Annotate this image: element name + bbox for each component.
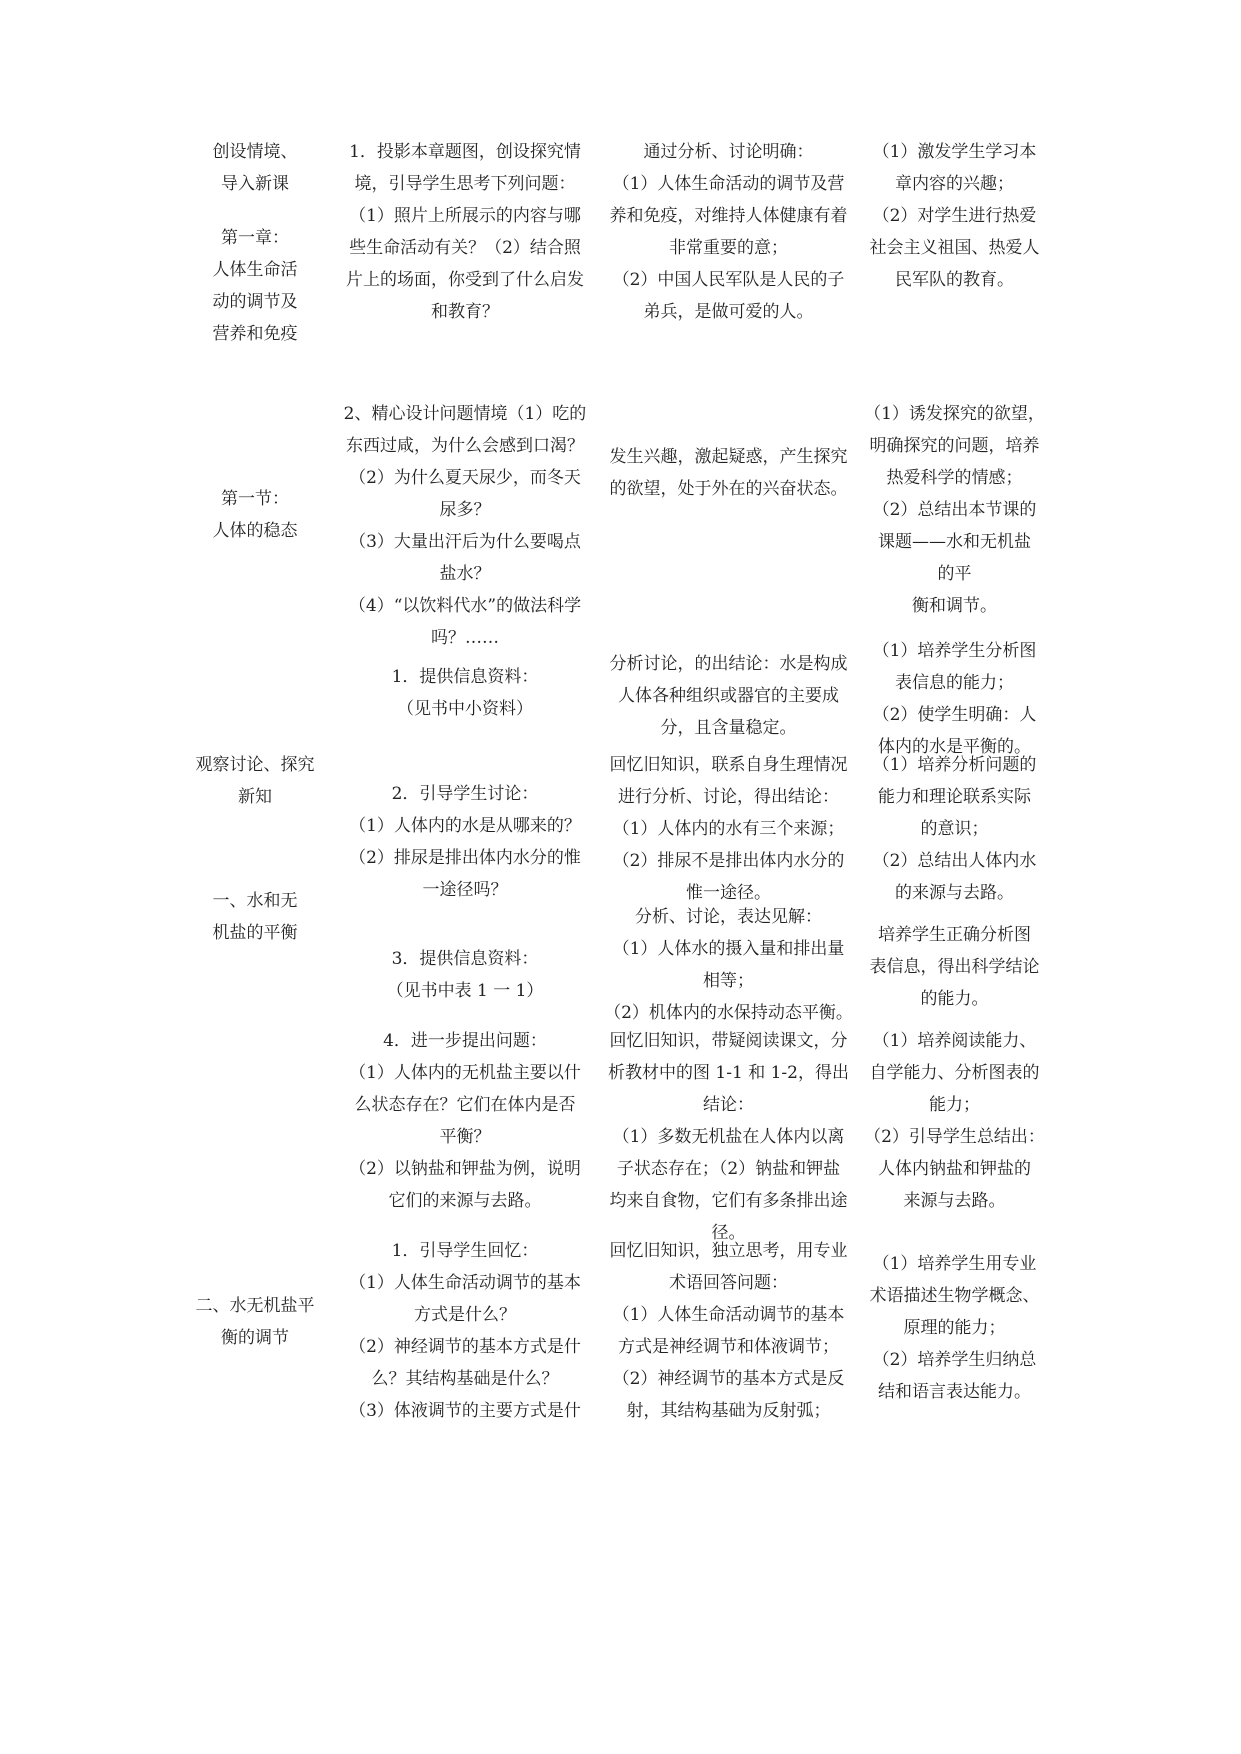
- text-line: （1）人体内的水有三个来源；: [612, 819, 845, 839]
- text-line: 观察讨论、探究: [195, 755, 315, 775]
- text-line: 方式是神经调节和体液调节；: [618, 1337, 839, 1357]
- text-line: 机盐的平衡: [212, 923, 298, 943]
- text-line: 和教育？: [431, 302, 499, 322]
- text-line: 人体生命活: [212, 260, 298, 280]
- text-line: 第一章：: [221, 228, 289, 248]
- text-line: （2）使学生明确：人: [872, 705, 1037, 725]
- text-line: 方式是什么？: [414, 1305, 516, 1325]
- col4-block-5: [857, 919, 1052, 1015]
- text-line: 尿多？: [439, 500, 491, 520]
- text-line: （1）人体生命活动调节的基本: [612, 1305, 845, 1325]
- text-line: 二、水无机盐平: [195, 1296, 315, 1316]
- text-line: 新知: [238, 787, 272, 807]
- text-line: 2、精心设计问题情境（1）吃的: [343, 404, 587, 424]
- col4-block-7: [857, 1248, 1052, 1408]
- text-line: 章内容的兴趣；: [895, 174, 1014, 194]
- text-line: （1）培养分析问题的: [872, 755, 1037, 775]
- text-line: 发生兴趣，激起疑惑，产生探究: [609, 447, 848, 467]
- col2-block-2: [335, 398, 595, 654]
- text-line: （2）以钠盐和钾盐为例，说明: [349, 1159, 581, 1179]
- text-line: （1）激发学生学习本: [872, 142, 1037, 162]
- col4-block-4: [857, 749, 1052, 909]
- text-line: （2）引导学生总结出：: [864, 1127, 1045, 1147]
- text-line: 民军队的教育。: [895, 270, 1014, 290]
- text-line: 回忆旧知识，独立思考，用专业: [609, 1241, 848, 1261]
- text-line: 通过分析、讨论明确：: [643, 142, 814, 162]
- text-line: 社会主义祖国、热爱人: [869, 238, 1040, 258]
- text-line: 一途径吗？: [422, 880, 508, 900]
- text-line: 衡和调节。: [912, 596, 997, 616]
- col2-block-6: [335, 1025, 595, 1217]
- text-line: （2）排尿是排出体内水分的惟: [349, 848, 581, 868]
- col3-block-7: [596, 1235, 861, 1427]
- col2-block-4: [335, 778, 595, 906]
- text-line: 能力和理论联系实际: [878, 787, 1031, 807]
- text-line: 的欲望，处于外在的兴奋状态。: [609, 479, 848, 499]
- col3-block-1: [596, 136, 861, 328]
- text-line: 术语描述生物学概念、: [869, 1286, 1040, 1306]
- text-line: 术语回答问题：: [669, 1273, 788, 1293]
- text-line: 弟兵，是做可爱的人。: [643, 302, 814, 322]
- text-line: 境，引导学生思考下列问题：: [354, 174, 576, 194]
- col1-block-3: [190, 483, 320, 547]
- text-line: 分析讨论，的出结论：水是构成: [609, 654, 848, 674]
- col1-block-4: [190, 749, 320, 813]
- text-line: （2）机体内的水保持动态平衡。: [604, 1003, 853, 1023]
- text-line: （1）多数无机盐在人体内以离: [612, 1127, 845, 1147]
- text-line: 吗？……: [431, 628, 499, 648]
- col3-block-2: [596, 441, 861, 505]
- text-line: （2）对学生进行热爱: [872, 206, 1037, 226]
- col2-block-7: [335, 1235, 595, 1427]
- text-line: （2）神经调节的基本方式是反: [612, 1369, 845, 1389]
- text-line: （2）总结出本节课的: [872, 500, 1037, 520]
- text-line: （2）中国人民军队是人民的子: [612, 270, 845, 290]
- text-line: 课题——水和无机盐: [878, 532, 1031, 552]
- text-line: （1）人体水的摄入量和排出量: [612, 939, 845, 959]
- text-line: 原理的能力；: [903, 1318, 1006, 1338]
- text-line: 来源与去路。: [903, 1191, 1006, 1211]
- text-line: 结论：: [703, 1095, 754, 1115]
- text-line: 片上的场面，你受到了什么启发: [346, 270, 584, 290]
- text-line: （2）神经调节的基本方式是什: [349, 1337, 581, 1357]
- text-line: 盐水？: [439, 564, 491, 584]
- text-line: 人体的稳态: [212, 521, 298, 541]
- text-line: 子状态存在；（2）钠盐和钾盐: [616, 1159, 841, 1179]
- text-line: 体内的水是平衡的。: [878, 737, 1031, 757]
- text-line: 回忆旧知识，带疑阅读课文，分: [609, 1031, 848, 1051]
- text-line: 营养和免疫: [212, 324, 298, 344]
- text-line: 能力；: [929, 1095, 980, 1115]
- text-line: 析教材中的图 1-1 和 1-2，得出: [608, 1063, 849, 1083]
- text-line: （1）人体内的无机盐主要以什: [349, 1063, 581, 1083]
- text-line: 进行分析、讨论，得出结论：: [618, 787, 839, 807]
- text-line: （1）人体内的水是从哪来的？: [349, 816, 581, 836]
- text-line: （1）培养阅读能力、: [872, 1031, 1037, 1051]
- text-line: 平衡？: [439, 1127, 491, 1147]
- col1-block-6: [190, 1290, 320, 1354]
- text-line: 么？其结构基础是什么？: [371, 1369, 559, 1389]
- text-line: 它们的来源与去路。: [388, 1191, 542, 1211]
- text-line: （4）“以饮料代水”的做法科学: [348, 596, 582, 616]
- text-line: （1）人体生命活动的调节及营: [612, 174, 845, 194]
- text-line: 的来源与去路。: [895, 883, 1014, 903]
- text-line: 3．提供信息资料：: [391, 949, 539, 969]
- text-line: 东西过咸，为什么会感到口渴？: [346, 436, 584, 456]
- text-line: 径。: [711, 1223, 746, 1243]
- text-line: 人体内钠盐和钾盐的: [878, 1159, 1031, 1179]
- text-line: （1）培养学生分析图: [872, 641, 1037, 661]
- col2-block-5: [335, 943, 595, 1007]
- text-line: （1）照片上所展示的内容与哪: [349, 206, 581, 226]
- text-line: 些生命活动有关？（2）结合照: [349, 238, 581, 258]
- text-line: 相等；: [703, 971, 754, 991]
- text-line: （2）为什么夏天尿少，而冬天: [349, 468, 581, 488]
- text-line: （见书中小资料）: [397, 699, 533, 719]
- text-line: 人体各种组织或器官的主要成: [618, 686, 839, 706]
- text-line: （3）体液调节的主要方式是什: [349, 1401, 581, 1421]
- text-line: 一、水和无: [212, 891, 298, 911]
- text-line: （1）培养学生用专业: [872, 1254, 1037, 1274]
- text-line: （2）总结出人体内水: [872, 851, 1037, 871]
- text-line: （1）诱发探究的欲望，: [864, 404, 1045, 424]
- text-line: 养和免疫，对维持人体健康有着: [609, 206, 848, 226]
- text-line: 分，且含量稳定。: [660, 718, 797, 738]
- text-line: 明确探究的问题，培养: [869, 436, 1040, 456]
- col1-block-5: [190, 885, 320, 949]
- text-line: 第一节：: [221, 489, 289, 509]
- text-line: 非常重要的意；: [669, 238, 788, 258]
- text-line: 自学能力、分析图表的: [869, 1063, 1040, 1083]
- text-line: 的意识；: [920, 819, 989, 839]
- col4-block-2: [857, 398, 1052, 622]
- text-line: 么状态存在？它们在体内是否: [354, 1095, 576, 1115]
- text-line: 热爱科学的情感；: [886, 468, 1023, 488]
- text-line: 分析、讨论，表达见解：: [635, 907, 822, 927]
- text-line: （见书中表 1 一 1）: [386, 981, 544, 1001]
- col1-block-1: [190, 136, 320, 200]
- text-line: 创设情境、: [212, 142, 298, 162]
- col4-block-1: [857, 136, 1052, 296]
- text-line: 表信息的能力；: [895, 673, 1014, 693]
- text-line: 4．进一步提出问题：: [383, 1031, 547, 1051]
- text-line: 射，其结构基础为反射弧；: [626, 1401, 831, 1421]
- text-line: 1．引导学生回忆：: [391, 1241, 539, 1261]
- col3-block-3: [596, 648, 861, 744]
- col3-block-5: [596, 901, 861, 1029]
- text-line: 均来自食物，它们有多条排出途: [609, 1191, 848, 1211]
- col4-block-3: [857, 635, 1052, 763]
- text-line: 表信息，得出科学结论: [869, 957, 1040, 977]
- text-line: （2）排尿不是排出体内水分的: [612, 851, 845, 871]
- text-line: 2．引导学生讨论：: [391, 784, 539, 804]
- text-line: 导入新课: [221, 174, 289, 194]
- text-line: 1．提供信息资料：: [391, 667, 539, 687]
- col3-block-4: [596, 749, 861, 909]
- col2-block-1: [335, 136, 595, 328]
- text-line: （1）人体生命活动调节的基本: [349, 1273, 581, 1293]
- col3-block-6: [596, 1025, 861, 1249]
- text-line: 1．投影本章题图，创设探究情: [349, 142, 581, 162]
- text-line: 动的调节及: [212, 292, 298, 312]
- text-line: （3）大量出汗后为什么要喝点: [349, 532, 581, 552]
- col2-block-3: [335, 661, 595, 725]
- text-line: 的平: [937, 564, 972, 584]
- text-line: 惟一途径。: [686, 883, 771, 903]
- text-line: 结和语言表达能力。: [878, 1382, 1031, 1402]
- text-line: （2）培养学生归纳总: [872, 1350, 1037, 1370]
- text-line: 的能力。: [920, 989, 989, 1009]
- text-line: 回忆旧知识，联系自身生理情况: [609, 755, 848, 775]
- col4-block-6: [857, 1025, 1052, 1217]
- text-line: 培养学生正确分析图: [878, 925, 1031, 945]
- text-line: 衡的调节: [221, 1328, 289, 1348]
- col1-block-2: [190, 222, 320, 350]
